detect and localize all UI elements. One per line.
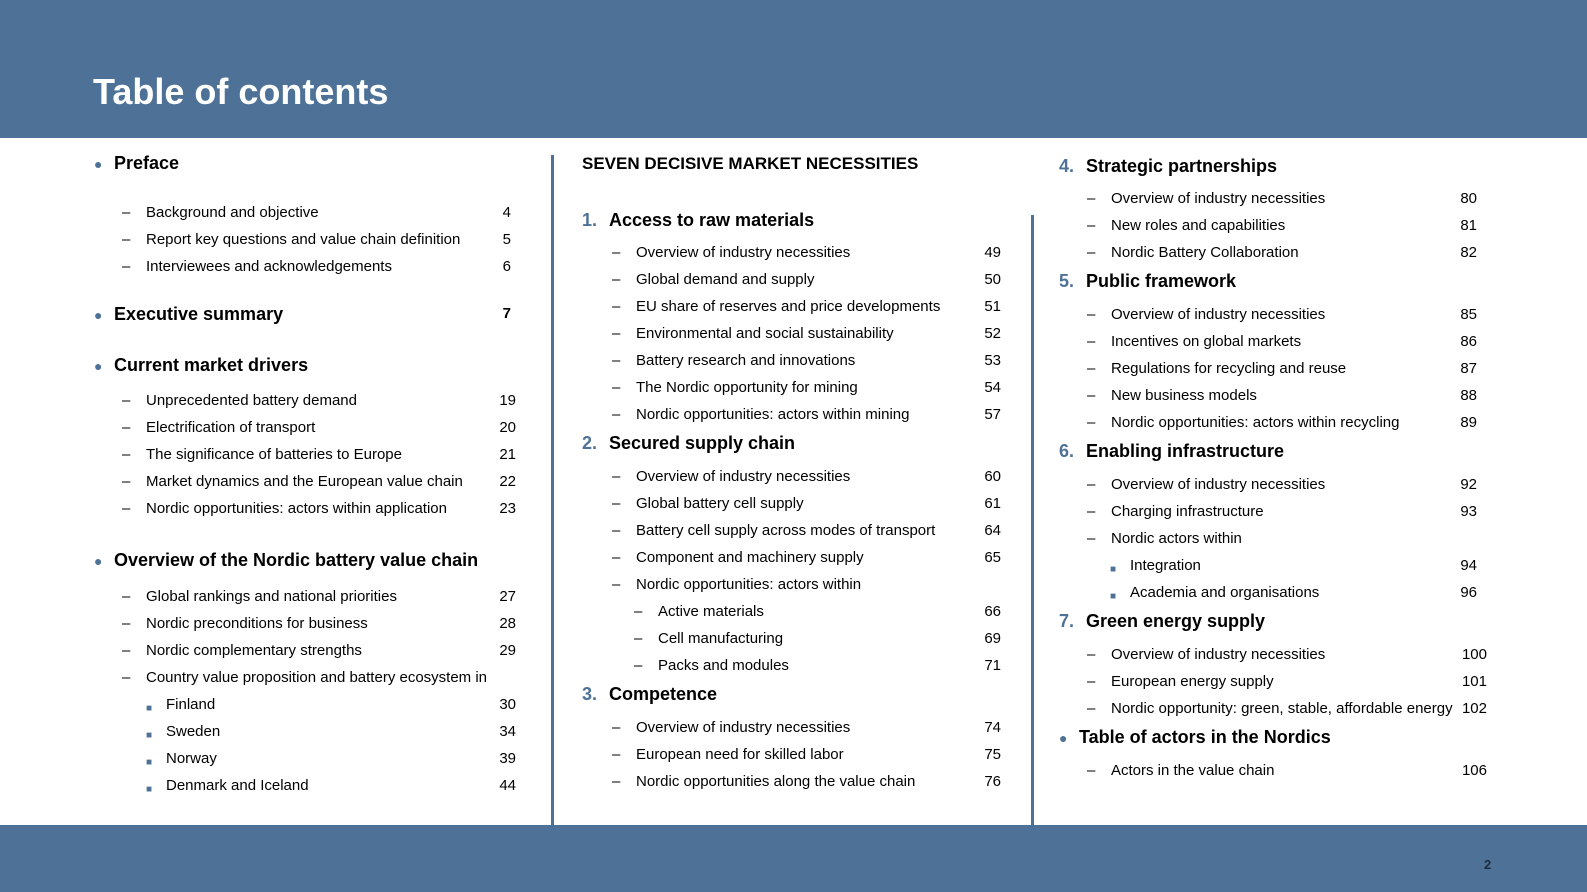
page-ref: 61 <box>984 495 1001 512</box>
page-ref: 102 <box>1461 700 1487 717</box>
toc-entry[interactable] <box>146 749 516 769</box>
page-ref: 23 <box>499 500 516 517</box>
entry-label: Market dynamics and the European value chain <box>146 473 463 490</box>
toc-entry[interactable] <box>122 668 487 688</box>
entry-label: Overview of industry necessities <box>1111 306 1326 323</box>
entry-label: Overview of industry necessities <box>1111 646 1326 663</box>
dash-icon: – <box>122 231 131 248</box>
dash-icon: – <box>1087 306 1096 323</box>
toc-entry[interactable] <box>1087 305 1477 325</box>
bullet-icon: ● <box>94 358 103 374</box>
dash-icon: – <box>1087 244 1096 261</box>
page-title: Table of contents <box>93 71 389 112</box>
entry-label: Interviewees and acknowledgements <box>146 258 392 275</box>
entry-label: Component and machinery supply <box>636 549 864 566</box>
page-ref: 100 <box>1461 646 1487 663</box>
entry-label: Nordic opportunities: actors within <box>636 576 862 593</box>
toc-section[interactable] <box>94 304 511 324</box>
entry-label: Regulations for recycling and reuse <box>1111 360 1347 377</box>
page-ref: 19 <box>499 392 516 409</box>
toc-section[interactable] <box>582 433 795 453</box>
dash-icon: – <box>634 630 643 647</box>
toc-entry[interactable] <box>612 575 861 595</box>
entry-label: Nordic preconditions for business <box>146 615 368 632</box>
toc-entry[interactable] <box>146 695 516 715</box>
toc-entry[interactable] <box>122 391 516 411</box>
toc-entry[interactable] <box>634 629 1001 649</box>
page-ref: 6 <box>502 258 511 275</box>
dash-icon: – <box>612 244 621 261</box>
page-ref: 51 <box>984 298 1001 315</box>
dash-icon: – <box>122 642 131 659</box>
entry-label: Actors in the value chain <box>1111 762 1275 779</box>
entry-label: New roles and capabilities <box>1111 217 1286 234</box>
entry-label: European energy supply <box>1111 673 1274 690</box>
entry-label: Nordic opportunities: actors within application <box>146 500 447 517</box>
page-ref: 75 <box>984 746 1001 763</box>
toc-entry[interactable] <box>1087 413 1477 433</box>
section-label: Strategic partnerships <box>1086 156 1278 176</box>
page-ref: 21 <box>499 446 516 463</box>
page-ref: 92 <box>1460 476 1477 493</box>
page-ref: 5 <box>502 231 511 248</box>
section-label: Access to raw materials <box>609 210 815 230</box>
page-ref: 7 <box>502 305 511 322</box>
entry-label: Denmark and Iceland <box>166 777 309 794</box>
page-ref: 82 <box>1460 244 1477 261</box>
dash-icon: – <box>1087 673 1096 690</box>
page-ref: 53 <box>984 352 1001 369</box>
toc-entry[interactable] <box>612 297 1001 317</box>
toc-entry[interactable] <box>122 587 516 607</box>
dash-icon: – <box>1087 530 1096 547</box>
page-ref: 94 <box>1460 557 1477 574</box>
entry-label: Global rankings and national priorities <box>146 588 397 605</box>
section-number: 1. <box>582 210 598 230</box>
dash-icon: – <box>1087 414 1096 431</box>
page-ref: 80 <box>1460 190 1477 207</box>
toc-section[interactable] <box>582 210 814 230</box>
entry-label: Nordic opportunities: actors within mining <box>636 406 910 423</box>
entry-label: Overview of industry necessities <box>636 719 851 736</box>
entry-label: Overview of industry necessities <box>636 244 851 261</box>
page-ref: 30 <box>499 696 516 713</box>
toc-entry[interactable] <box>1087 359 1477 379</box>
toc-entry[interactable] <box>612 521 1001 541</box>
dash-icon: – <box>634 603 643 620</box>
toc-entry[interactable] <box>612 351 1001 371</box>
dash-icon: – <box>1087 333 1096 350</box>
entry-label: Finland <box>166 696 216 713</box>
dash-icon: – <box>1087 762 1096 779</box>
entry-label: Global battery cell supply <box>636 495 804 512</box>
toc-entry[interactable] <box>1087 502 1477 522</box>
toc-entry[interactable] <box>122 641 516 661</box>
page-ref: 86 <box>1460 333 1477 350</box>
section-label: Competence <box>609 684 718 704</box>
toc-entry[interactable] <box>612 718 1001 738</box>
toc-entry[interactable] <box>122 203 511 223</box>
toc-entry[interactable] <box>1087 332 1477 352</box>
page-ref: 64 <box>984 522 1001 539</box>
toc-entry[interactable] <box>612 467 1001 487</box>
toc-entry[interactable] <box>634 602 1001 622</box>
section-label: Secured supply chain <box>609 433 796 453</box>
dash-icon: – <box>122 473 131 490</box>
entry-label: Cell manufacturing <box>658 630 784 647</box>
page-ref: 20 <box>499 419 516 436</box>
square-bullet-icon: ■ <box>1110 564 1117 575</box>
toc-entry[interactable] <box>612 494 1001 514</box>
dash-icon: – <box>612 773 621 790</box>
toc-section[interactable] <box>1059 611 1265 631</box>
dash-icon: – <box>612 352 621 369</box>
page-ref: 54 <box>984 379 1001 396</box>
toc-section[interactable] <box>94 153 179 173</box>
toc-entry[interactable] <box>122 230 511 250</box>
page-ref: 57 <box>984 406 1001 423</box>
bullet-icon: ● <box>94 307 103 323</box>
page-ref: 29 <box>499 642 516 659</box>
dash-icon: – <box>612 325 621 342</box>
toc-section[interactable] <box>1059 156 1277 176</box>
dash-icon: – <box>612 271 621 288</box>
toc-entry[interactable] <box>612 772 1001 792</box>
section-label: Table of actors in the Nordics <box>1079 727 1331 747</box>
column-heading: SEVEN DECISIVE MARKET NECESSITIES <box>582 154 919 173</box>
entry-label: Nordic complementary strengths <box>146 642 362 659</box>
dash-icon: – <box>1087 360 1096 377</box>
dash-icon: – <box>1087 387 1096 404</box>
section-number: 4. <box>1059 156 1075 176</box>
page-ref: 101 <box>1461 673 1487 690</box>
entry-label: Battery cell supply across modes of transport <box>636 522 936 539</box>
entry-label: Unprecedented battery demand <box>146 392 357 409</box>
toc-entry[interactable] <box>1087 672 1487 692</box>
entry-label: The significance of batteries to Europe <box>146 446 402 463</box>
dash-icon: – <box>122 446 131 463</box>
page-number: 2 <box>1484 857 1492 872</box>
page-ref: 93 <box>1460 503 1477 520</box>
page-ref: 49 <box>984 244 1001 261</box>
toc-entry[interactable] <box>634 656 1001 676</box>
entry-label: Packs and modules <box>658 657 789 674</box>
page-ref: 106 <box>1461 762 1487 779</box>
dash-icon: – <box>612 468 621 485</box>
section-number: 6. <box>1059 441 1075 461</box>
entry-label: Active materials <box>658 603 764 620</box>
page-ref: 81 <box>1460 217 1477 234</box>
dash-icon: – <box>612 549 621 566</box>
toc-entry[interactable] <box>146 776 516 796</box>
dash-icon: – <box>122 419 131 436</box>
entry-label: Battery research and innovations <box>636 352 856 369</box>
page-ref: 65 <box>984 549 1001 566</box>
section-label: Public framework <box>1086 271 1237 291</box>
dash-icon: – <box>122 669 131 686</box>
toc-entry[interactable] <box>1110 583 1477 603</box>
toc-entry[interactable] <box>1087 529 1242 549</box>
section-number: 2. <box>582 433 598 453</box>
column-divider-1 <box>551 155 554 825</box>
toc-entry[interactable] <box>122 614 516 634</box>
square-bullet-icon: ■ <box>1110 591 1117 602</box>
page-ref: 34 <box>499 723 516 740</box>
toc-entry[interactable] <box>146 722 516 742</box>
toc-entry[interactable] <box>612 548 1001 568</box>
toc-section[interactable] <box>582 684 717 704</box>
toc-section[interactable] <box>1059 271 1236 291</box>
entry-label: Norway <box>166 750 217 767</box>
page-ref: 44 <box>499 777 516 794</box>
dash-icon: – <box>122 588 131 605</box>
dash-icon: – <box>612 406 621 423</box>
section-number: 5. <box>1059 271 1075 291</box>
entry-label: The Nordic opportunity for mining <box>636 379 858 396</box>
toc-section[interactable] <box>94 355 308 375</box>
entry-label: Country value proposition and battery ecosystem in <box>146 669 488 686</box>
toc-entry[interactable] <box>1087 475 1477 495</box>
bullet-icon: ● <box>94 156 103 172</box>
entry-label: Overview of industry necessities <box>636 468 851 485</box>
page-ref: 71 <box>984 657 1001 674</box>
toc-entry[interactable] <box>1087 645 1487 665</box>
section-label: Enabling infrastructure <box>1086 441 1285 461</box>
toc-entry[interactable] <box>1087 243 1477 263</box>
toc-section[interactable] <box>94 550 478 570</box>
toc-entry[interactable] <box>612 745 1001 765</box>
dash-icon: – <box>122 392 131 409</box>
square-bullet-icon: ■ <box>146 730 153 741</box>
toc-entry[interactable] <box>1087 216 1477 236</box>
dash-icon: – <box>612 379 621 396</box>
entry-label: Charging infrastructure <box>1111 503 1264 520</box>
toc-entry[interactable] <box>122 499 516 519</box>
dash-icon: – <box>1087 646 1096 663</box>
column-divider-2 <box>1031 215 1034 825</box>
entry-label: Nordic opportunities along the value chain <box>636 773 916 790</box>
dash-icon: – <box>634 657 643 674</box>
bullet-icon: ● <box>1059 730 1068 746</box>
dash-icon: – <box>612 495 621 512</box>
dash-icon: – <box>612 298 621 315</box>
entry-label: European need for skilled labor <box>636 746 844 763</box>
entry-label: Overview of industry necessities <box>1111 190 1326 207</box>
toc-entry[interactable] <box>1087 189 1477 209</box>
page-ref: 4 <box>502 204 511 221</box>
square-bullet-icon: ■ <box>146 703 153 714</box>
page-ref: 88 <box>1460 387 1477 404</box>
toc-entry[interactable] <box>122 472 516 492</box>
toc-section[interactable] <box>1059 441 1284 461</box>
dash-icon: – <box>1087 700 1096 717</box>
toc-entry[interactable] <box>122 257 511 277</box>
header-band <box>0 0 1587 138</box>
square-bullet-icon: ■ <box>146 757 153 768</box>
page-ref: 96 <box>1460 584 1477 601</box>
entry-label: Sweden <box>166 723 221 740</box>
entry-label: Incentives on global markets <box>1111 333 1302 350</box>
section-label: Current market drivers <box>114 355 309 375</box>
entry-label: EU share of reserves and price developments <box>636 298 941 315</box>
toc-entry[interactable] <box>1087 761 1487 781</box>
toc-section[interactable] <box>1059 727 1331 747</box>
entry-label: Nordic opportunity: green, stable, affordable energy <box>1111 700 1453 717</box>
entry-label: Electrification of transport <box>146 419 316 436</box>
page-ref: 27 <box>499 588 516 605</box>
page-ref: 74 <box>984 719 1001 736</box>
entry-label: Nordic Battery Collaboration <box>1111 244 1299 261</box>
dash-icon: – <box>1087 476 1096 493</box>
dash-icon: – <box>1087 503 1096 520</box>
footer-band <box>0 825 1587 892</box>
page-ref: 69 <box>984 630 1001 647</box>
dash-icon: – <box>122 615 131 632</box>
dash-icon: – <box>612 576 621 593</box>
dash-icon: – <box>122 500 131 517</box>
page-ref: 52 <box>984 325 1001 342</box>
toc-entry[interactable] <box>1110 556 1477 576</box>
toc-entry[interactable] <box>612 243 1001 263</box>
entry-label: Environmental and social sustainability <box>636 325 894 342</box>
toc-entry[interactable] <box>1087 699 1487 719</box>
entry-label: Academia and organisations <box>1130 584 1320 601</box>
page-ref: 85 <box>1460 306 1477 323</box>
dash-icon: – <box>1087 190 1096 207</box>
toc-entry[interactable] <box>122 418 516 438</box>
square-bullet-icon: ■ <box>146 784 153 795</box>
dash-icon: – <box>612 522 621 539</box>
page-ref: 87 <box>1460 360 1477 377</box>
toc-entry[interactable] <box>612 270 1001 290</box>
section-label: Preface <box>114 153 180 173</box>
entry-label: Overview of industry necessities <box>1111 476 1326 493</box>
page-ref: 39 <box>499 750 516 767</box>
entry-label: New business models <box>1111 387 1257 404</box>
entry-label: Nordic opportunities: actors within recycling <box>1111 414 1400 431</box>
dash-icon: – <box>1087 217 1096 234</box>
toc-entry[interactable] <box>612 405 1001 425</box>
bullet-icon: ● <box>94 553 103 569</box>
page-ref: 66 <box>984 603 1001 620</box>
section-number: 7. <box>1059 611 1075 631</box>
dash-icon: – <box>612 719 621 736</box>
section-label: Executive summary <box>114 304 284 324</box>
section-label: Overview of the Nordic battery value chain <box>114 550 479 570</box>
dash-icon: – <box>612 746 621 763</box>
toc-entry[interactable] <box>1087 386 1477 406</box>
entry-label: Integration <box>1130 557 1201 574</box>
toc-entry[interactable] <box>612 324 1001 344</box>
page-ref: 89 <box>1460 414 1477 431</box>
toc-entry[interactable] <box>612 378 1001 398</box>
toc-entry[interactable] <box>122 445 516 465</box>
section-number: 3. <box>582 684 598 704</box>
section-label: Green energy supply <box>1086 611 1266 631</box>
page-ref: 60 <box>984 468 1001 485</box>
dash-icon: – <box>122 258 131 275</box>
dash-icon: – <box>122 204 131 221</box>
entry-label: Background and objective <box>146 204 319 221</box>
page-ref: 76 <box>984 773 1001 790</box>
page-ref: 22 <box>499 473 516 490</box>
page-ref: 50 <box>984 271 1001 288</box>
entry-label: Report key questions and value chain definition <box>146 231 461 248</box>
page-ref: 28 <box>499 615 516 632</box>
entry-label: Global demand and supply <box>636 271 815 288</box>
entry-label: Nordic actors within <box>1111 530 1242 547</box>
